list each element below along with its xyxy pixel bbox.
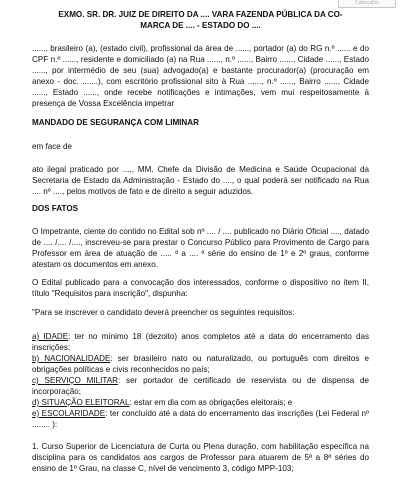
intro-paragraph: ......, brasileiro (a), (estado civil), profissional da área de ......, portador (a) do RG n.º ...... e do CPF n.º ......, residente e domiciliado (a) na Rua ......, n.º ......, Bairro ......, Cidade ......, Estado ......, por intermédio de seu (sua) advogado(a) e bastante procurador(a) (procuração em anexo - doc. .......), com escritório profissional sito à Rua ......, n.º ......, Bairro ......, Cidade ......, Estado ......, onde recebe notificações e intimações, vem mui respeitosamente à presença de Vossa Excelência impetrar	[32, 44, 369, 108]
requirements-list	[32, 331, 369, 430]
court-header	[32, 9, 369, 31]
requirement-text: : ter no mínimo 18 (dezoito) anos completos até a data do encerramento das inscrições;	[32, 332, 369, 352]
court-header-line-2: MARCA DE .... - ESTADO DO ....	[140, 21, 261, 30]
requirement-item	[32, 375, 369, 397]
requirement-text: : estar em dia com as obrigações eleitorais; e	[129, 398, 293, 407]
facts-paragraph-2: O Edital publicado para a convocação dos interessados, conforme o dispositivo no item II, título "Requisitos para inscrição", dispunha:	[32, 278, 369, 298]
requirement-label: d) SITUAÇÃO ELEITORAL	[32, 398, 130, 407]
petition-title: MANDADO DE SEGURANÇA COM LIMINAR	[32, 118, 199, 127]
facts-paragraph-1: O Impetrante, ciente do contido no Edital sob nº .... / .... publicado no Diário Oficial ...., datado de .... /.... /...., inscreveu-se para prestar o Concurso Público para Provimento de Cargo para Professor em área de atuação de ..... ª a .... ª série do ensino de 1º e 2º graus, conforme atestam os documentos em anexo.	[32, 227, 369, 269]
requirement-item	[32, 408, 369, 430]
requirement-item	[32, 397, 369, 408]
requirement-label: e) ESCOLARIDADE	[32, 409, 106, 418]
em-face-line: em face de	[32, 142, 73, 151]
facts-heading: DOS FATOS	[32, 204, 79, 213]
requirement-label: b) NACIONALIDADE	[32, 354, 111, 363]
requirement-item	[32, 331, 369, 353]
requirement-text: : ser portador de certificado de reservista ou de dispensa de incorporação;	[32, 376, 369, 396]
illegal-act-paragraph: ato ilegal praticado por ...., MM. Chefe da Divisão de Medicina e Saúde Ocupacional da Secretaria de Estado da Administração - Estado do ...., o qual poderá ser notificado na Rua .... nº ...., pelos motivos de fato e de direito a seguir aduzidos.	[32, 165, 369, 196]
requirements-intro: "Para se inscrever o candidato deverá preencher os seguintes requisitos:	[32, 308, 295, 317]
corner-tag: Cabeçalho	[338, 0, 396, 8]
education-item-1: 1. Curso Superior de Licenciatura de Curta ou Plena duração, com habilitação específica na disciplina para os candidatos aos cargos de Professor para atuarem de 5ª a 8ª séries do ensino de 1º Grau, na classe C, nível de vencimento 3, código MPP-103;	[32, 442, 369, 473]
requirement-label: c) SERVIÇO MILITAR	[32, 376, 118, 385]
court-header-line-1: EXMO. SR. DR. JUIZ DE DIREITO DA .... VARA FAZENDA PÚBLICA DA CO-	[58, 10, 343, 19]
requirement-text: : ter concluído até a data do encerramento das inscrições (Lei Federal nº ........ ):	[32, 409, 369, 429]
requirement-label: a) IDADE	[32, 332, 69, 341]
requirement-item	[32, 353, 369, 375]
requirement-text: : ser brasileiro nato ou naturalizado, ou português com direitos e obrigações políticas e civis reconhecidos no país;	[32, 354, 369, 374]
